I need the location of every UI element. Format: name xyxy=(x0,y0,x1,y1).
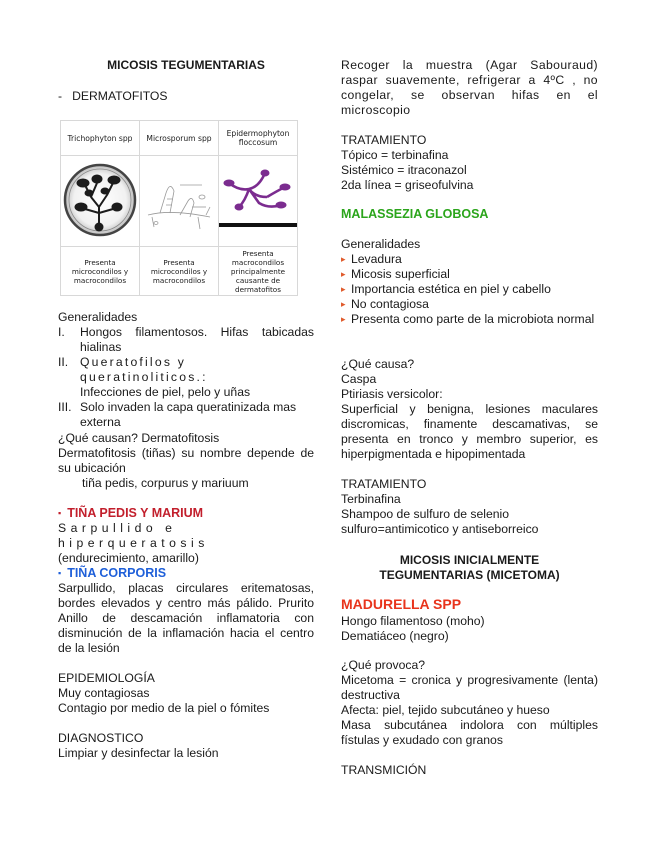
malassezia-generalidades-block xyxy=(341,237,598,327)
bullet-mark-icon: ▸ xyxy=(341,284,346,294)
figure-header-epidermophyton: Epidermophyton floccosum xyxy=(219,121,298,156)
epidemiologia-heading: EPIDEMIOLOGÍA xyxy=(58,671,155,685)
tratamiento-line: Sistémico = itraconazol xyxy=(341,163,467,177)
madurella-line: Dematiáceo (negro) xyxy=(341,629,449,643)
micetoma-title: MICOSIS INICIALMENTE TEGUMENTARIAS (MICETOMA) xyxy=(379,553,560,582)
epidemiologia-line: Muy contagiosas xyxy=(58,686,150,700)
madurella-line: Hongo filamentoso (moho) xyxy=(341,614,485,628)
list-item: III. Solo invaden la capa queratinizada mas externa xyxy=(58,400,297,429)
diagnostico-block xyxy=(58,731,314,761)
ubicaciones-text: tiña pedis, corpurus y mariuum xyxy=(82,476,249,490)
tina-corporis-title: ▪ TIÑA CORPORIS xyxy=(58,566,167,580)
figure-caption-trichophyton: Presenta microcondilos y macrocondilos xyxy=(61,247,140,296)
microsporum-drawing xyxy=(140,156,219,247)
tina-pedis-text: Sarpullido e hiperqueratosis xyxy=(58,521,209,550)
que-provoca-line: ¿Qué provoca? xyxy=(341,658,426,672)
list-item: I. Hongos filamentosos. Hifas tabicadas hialinas xyxy=(58,325,314,354)
madurella-title: MADURELLA SPP xyxy=(341,596,462,612)
section-title-micosis-tegumentarias: MICOSIS TEGUMENTARIAS xyxy=(107,58,265,72)
que-causan-line: ¿Qué causan? Dermatofitosis xyxy=(58,431,220,445)
tina-pedis-title: ▪ TIÑA PEDIS Y MARIUM xyxy=(58,506,204,520)
caspa-line: Caspa xyxy=(341,372,377,386)
bullet-mark-icon: ▪ xyxy=(58,568,62,578)
generalidades-label: Generalidades xyxy=(341,237,421,251)
epidermophyton-micrograph xyxy=(219,156,298,247)
figure-caption-microsporum: Presenta microcondilos y macrocondilos xyxy=(140,247,219,296)
tratamiento-line: Tópico = terbinafina xyxy=(341,148,449,162)
tina-pedis-block xyxy=(58,506,314,566)
diagnostico-heading: DIAGNOSTICO xyxy=(58,731,144,745)
que-provoca-block xyxy=(341,658,598,748)
figure-header-microsporum: Microsporum spp xyxy=(140,121,219,156)
tratamiento-line: Terbinafina xyxy=(341,492,401,506)
diagnostico-line: Limpiar y desinfectar la lesión xyxy=(58,746,219,760)
ptiriasis-line: Ptiriasis versicolor: xyxy=(341,387,443,401)
tratamiento-line: sulfuro=antimicotico y antiseborreico xyxy=(341,522,539,536)
transmicion-heading: TRANSMICIÓN xyxy=(341,763,427,777)
dermatofitos-figure-table xyxy=(60,120,298,296)
bullet-mark-icon: ▸ xyxy=(341,254,346,264)
figure-header-trichophyton: Trichophyton spp xyxy=(61,121,140,156)
epidemiologia-line: Contagio por medio de la piel o fómites xyxy=(58,701,270,715)
provoca-text: Micetoma = cronica y progresivamente (lenta) destructiva xyxy=(341,673,598,702)
madurella-block xyxy=(341,614,598,644)
bullet-mark-icon: ▪ xyxy=(58,508,62,518)
muestra-text: Recoger la muestra (Agar Sabouraud) raspar suavemente, refrigerar a 4ºC , no congelar, se observan hifas en el microscopio xyxy=(341,58,598,117)
tina-pedis-text-2: (endurecimiento, amarillo) xyxy=(58,551,199,565)
tina-corporis-block xyxy=(58,566,314,656)
dermatofitos-heading: - DERMATOFITOS xyxy=(58,89,168,103)
que-causa-block xyxy=(341,357,598,462)
ptiriasis-text: Superficial y benigna, lesiones maculares discromicas, finamente descamativas, se presenta en tronco y membro superior, es hiperpigmentada e hipopimentada xyxy=(341,402,598,461)
bullet-mark-icon: ▸ xyxy=(341,299,346,309)
list-item: ▸ Importancia estética en piel y cabello xyxy=(341,282,551,296)
list-item: ▸ No contagiosa xyxy=(341,297,429,311)
que-causa-line: ¿Qué causa? xyxy=(341,357,415,371)
afecta-line: Afecta: piel, tejido subcutáneo y hueso xyxy=(341,703,550,717)
trichophyton-micrograph xyxy=(61,156,140,247)
malassezia-title: MALASSEZIA GLOBOSA xyxy=(341,207,489,221)
tratamiento-2-block xyxy=(341,477,598,537)
tratamiento-block xyxy=(341,133,598,193)
generalidades-list xyxy=(58,325,314,430)
que-causan-block xyxy=(58,431,314,491)
epidemiologia-block xyxy=(58,671,314,716)
masa-text: Masa subcutánea indolora con múltiples fístulas y exudado con granos xyxy=(341,718,598,747)
bullet-mark-icon: ▸ xyxy=(341,269,346,279)
list-item: II. Queratofilos y queratinoliticos.: Infecciones de piel, pelo y uñas xyxy=(58,355,251,399)
generalidades-block xyxy=(58,310,314,430)
figure-caption-epidermophyton: Presenta macrocondilos principalmente causante de dermatofitos xyxy=(219,247,298,296)
tratamiento-line: Shampoo de sulfuro de selenio xyxy=(341,507,510,521)
dermatofitosis-text: Dermatofitosis (tiñas) su nombre depende de su ubicación xyxy=(58,446,314,475)
tina-corporis-text: Sarpullido, placas circulares eritematosas, bordes elevados y centro más pálido. Prurito Anillo de descamación inflamatoria con disminución de la inflamación hacia el centro de la lesión xyxy=(58,581,314,655)
list-item: ▸ Micosis superficial xyxy=(341,267,450,281)
bullet-mark-icon: ▸ xyxy=(341,314,346,324)
tratamiento-heading: TRATAMIENTO xyxy=(341,477,427,491)
malassezia-bullet-list xyxy=(341,252,598,327)
tratamiento-heading: TRATAMIENTO xyxy=(341,133,427,147)
generalidades-label: Generalidades xyxy=(58,310,138,324)
list-item: ▸ Levadura xyxy=(341,252,402,266)
list-item: ▸ Presenta como parte de la microbiota normal xyxy=(341,312,595,326)
tratamiento-line: 2da línea = griseofulvina xyxy=(341,178,474,192)
